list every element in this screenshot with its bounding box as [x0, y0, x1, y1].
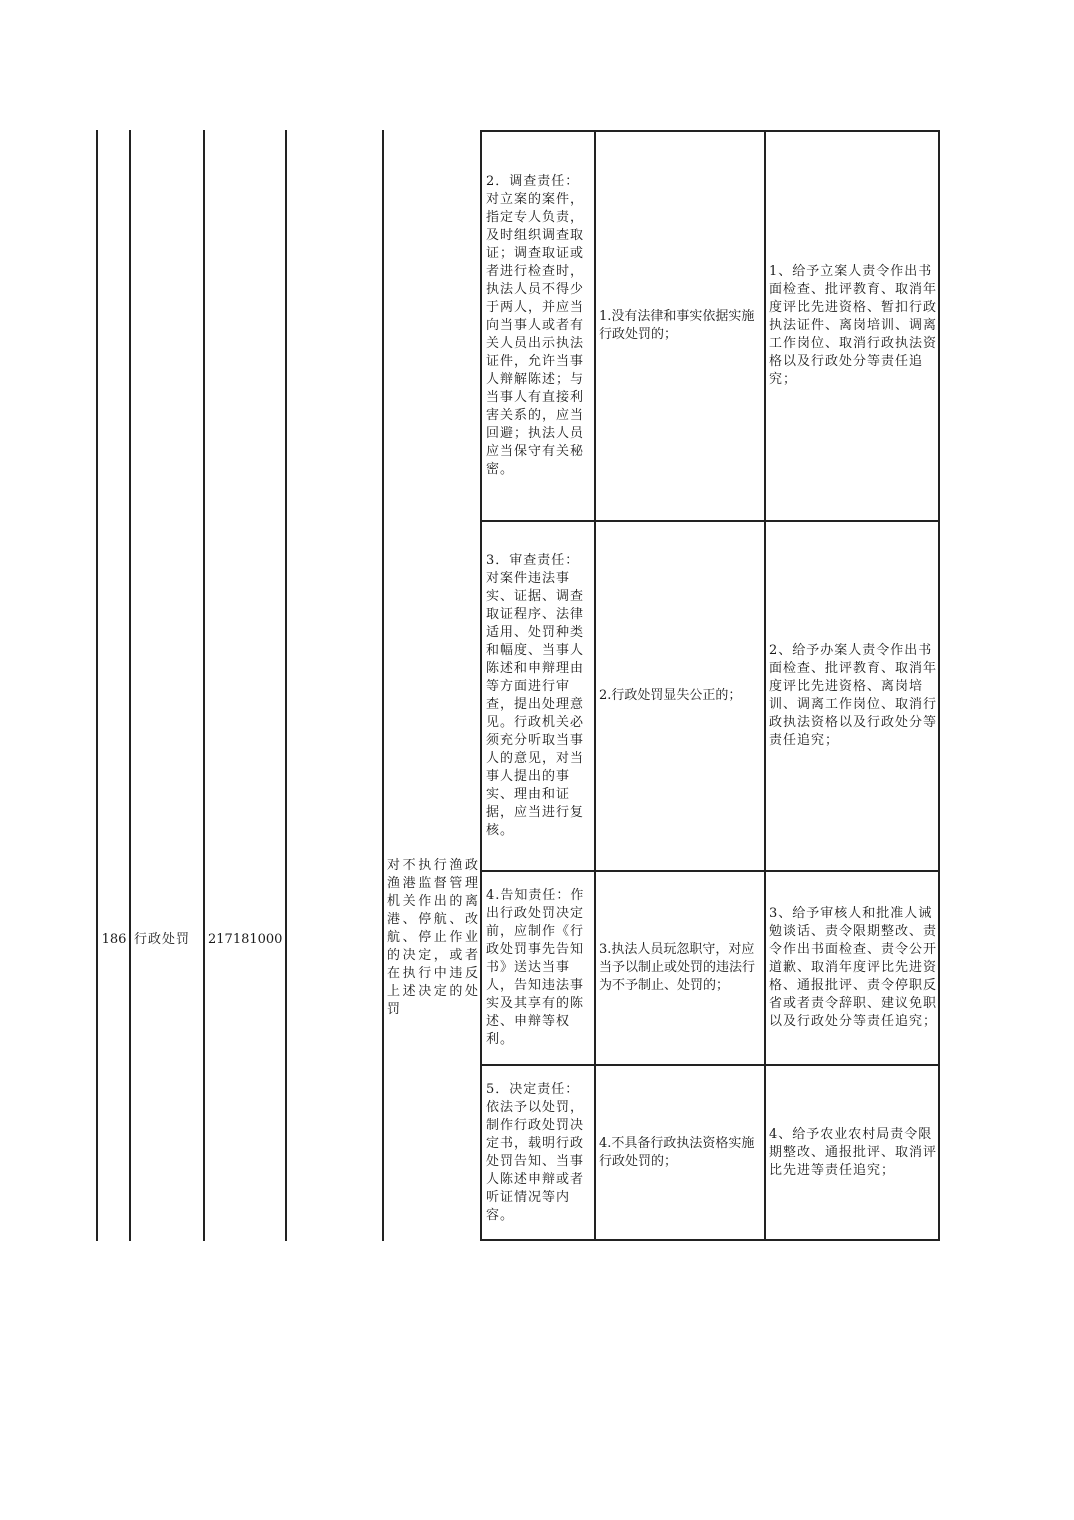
violation-cell	[599, 1066, 763, 1239]
duty-cell	[486, 872, 592, 1064]
violation-text: 2.行政处罚显失公正的；	[599, 688, 742, 703]
accountability-text: 2、给予办案人责令作出书面检查、批评教育、取消年度评比先进资格、离岗培训、调离工作岗位、取消行政执法资格以及行政处分等责任追究；	[769, 643, 938, 748]
column-rule	[382, 130, 384, 1241]
duty-cell	[486, 132, 592, 520]
column-rule	[129, 130, 131, 1241]
accountability-cell	[769, 132, 938, 520]
grid-divider	[764, 132, 766, 1239]
accountability-cell	[769, 1066, 938, 1239]
row-code: 217181000	[208, 932, 283, 947]
item-name: 对不执行渔政渔港监督管理机关作出的离港、停航、改航、停止作业的决定，或者在执行中违反上述决定的处罚	[387, 858, 479, 1017]
duty-text: 4.告知责任：作出行政处罚决定前，应制作《行政处罚事先告知书》送达当事人，告知违法事实及其享有的陈述、申辩等权利。	[486, 888, 585, 1047]
column-rule	[285, 130, 287, 1241]
duty-text: 5．决定责任：依法予以处罚，制作行政处罚决定书，载明行政处罚告知、当事人陈述申辩或者听证情况等内容。	[486, 1081, 585, 1223]
accountability-text: 3、给予审核人和批准人诫勉谈话、责令限期整改、责令作出书面检查、责令公开道歉、取消年度评比先进资格、通报批评、责令停职反省或者责令辞职、建议免职以及行政处分等责任追究；	[769, 906, 938, 1029]
duty-text: 2．调查责任：对立案的案件，指定专人负责，及时组织调查取证；调查取证或者进行检查时，执法人员不得少于两人，并应当向当事人或者有关人员出示执法证件，允许当事人辩解陈述；与当事人有直接利害关系的，应当回避；执法人员应当保守有关秘密。	[486, 174, 585, 477]
violation-text: 1.没有法律和事实依据实施行政处罚的；	[599, 309, 755, 342]
duty-cell	[486, 1066, 592, 1239]
violation-text: 4.不具备行政执法资格实施行政处罚的；	[599, 1135, 755, 1169]
duty-cell	[486, 522, 592, 870]
accountability-cell	[769, 872, 938, 1064]
duty-text: 3．审查责任：对案件违法事实、证据、调查取证程序、法律适用、处罚种类和幅度、当事人陈述和申辩理由等方面进行审查，提出处理意见。行政机关必须充分听取当事人的意见，对当事人提出的事实、理由和证据，应当进行复核。	[486, 553, 585, 838]
accountability-text: 1、给予立案人责令作出书面检查、批评教育、取消年度评比先进资格、暂扣行政执法证件、离岗培训、调离工作岗位、取消行政执法资格以及行政处分等责任追究；	[769, 264, 938, 387]
column-rule	[96, 130, 98, 1241]
grid-divider	[594, 132, 596, 1239]
accountability-cell	[769, 522, 938, 870]
violation-cell	[599, 872, 763, 1064]
responsibility-table	[480, 130, 940, 1241]
column-rule	[203, 130, 205, 1241]
violation-cell	[599, 132, 763, 520]
row-category: 行政处罚	[134, 932, 191, 947]
violation-text: 3.执法人员玩忽职守，对应当予以制止或处罚的违法行为不予制止、处罚的；	[599, 942, 756, 993]
row-number: 186	[101, 932, 127, 947]
violation-cell	[599, 522, 763, 870]
accountability-text: 4、给予农业农村局责令限期整改、通报批评、取消评比先进等责任追究；	[769, 1126, 938, 1178]
